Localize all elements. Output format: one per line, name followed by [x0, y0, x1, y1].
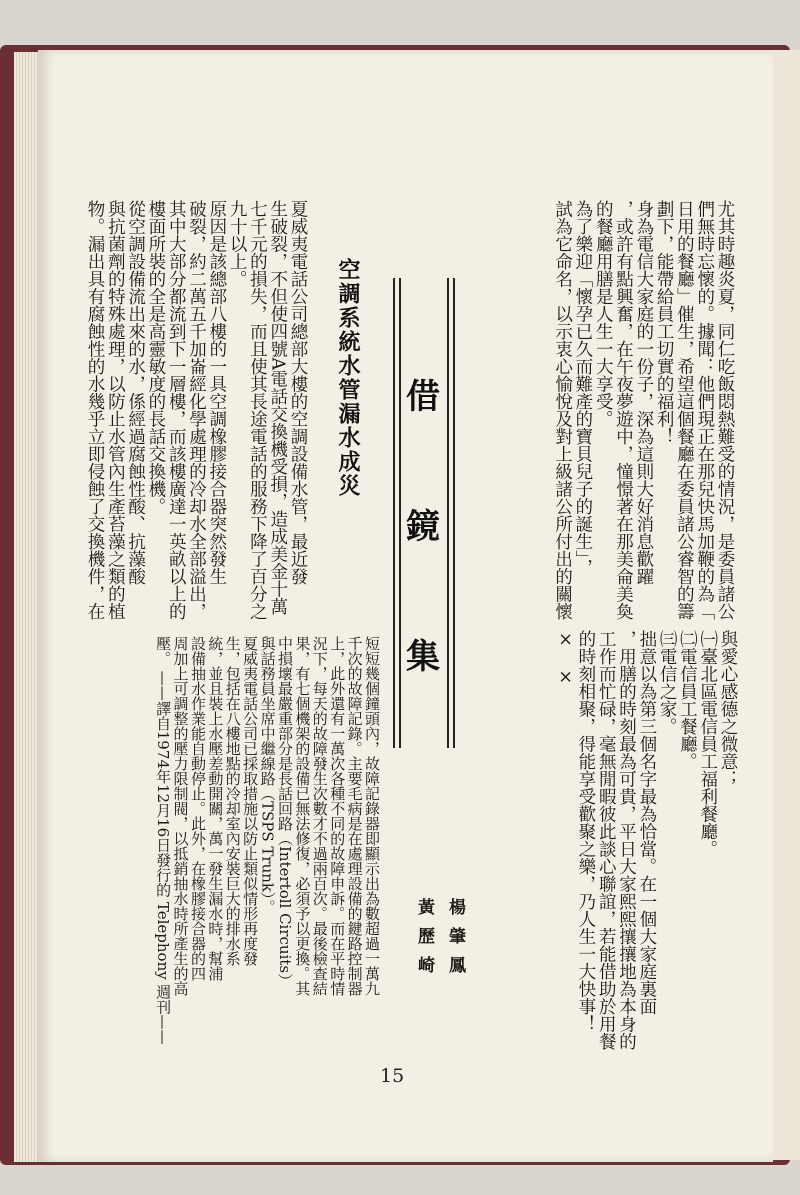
essay-bottom-text: 與愛心感德之微意； ㈠臺北區電信員工福利餐廳。 ㈡電信員工餐廳。 ㈢電信之家。 拙意以為第三個名字最為恰當。在一個大家庭裏面 ，用膳的時刻最為可貴，平日大家熙熙攘攘地為本身的 工作而忙碌，毫無閒暇彼此談心聯誼，若能借助於用餐 的時刻相聚，得能享受歡聚之樂，乃人生一大快事！ × ×: [555, 630, 738, 1050]
article-headline: 空調系統水管漏水成災: [335, 258, 361, 498]
title-char-2: 鏡: [403, 493, 443, 554]
column-title-box: [393, 278, 455, 748]
author-huang: 黃歷崎: [414, 898, 434, 985]
author-yang: 楊肇鳳: [445, 898, 465, 985]
article-top-text: 夏威夷電話公司總部大樓的空調設備水管，最近發 生破裂，不但使四號A電話交換機受損，造成美金十萬 七千元的損失，而且使其長途電話的服務下降了百分之 九十以上。 原因是該總部八樓的一具空調橡膠接合器突然發生 破裂，約二萬五千加崙經化學處理的冷却水全部溢出， 其中大部分都流到下一層樓，而該樓廣達一英畝以上的 樓面所裝的全是高靈敏度的長話交換機。 從空調設備流出來的水，係經過腐蝕性酸、抗藻酸 與抗菌劑的特殊處理，以防止水管內生產苔藻之類的植 物。漏出具有腐蝕性的水幾乎立即侵蝕了交換機件，在: [85, 200, 308, 620]
article-top-block: [78, 200, 308, 620]
article-bottom-block: [80, 636, 380, 1056]
next-page-edge: [772, 50, 800, 1160]
page-number: 15: [380, 1065, 405, 1087]
essay-bottom-block: [508, 630, 738, 1060]
essay-top-block: [505, 200, 735, 620]
title-char-3: 集: [403, 623, 443, 684]
article-bottom-text: 短短幾個鐘頭內，故障記錄器即顯示出為數超過一萬九 千次的故障記錄。主要毛病是在處理設備的鍵路控制器 上，此外還有一萬次各種不同的故障申訴。而在平時情 況下，每天的故障發生次數才不過兩百次。最後檢查結 果，有七個機架的設備已無法修復，必須予以更換。其 中損壞最嚴重部分是長話回路（Intertoll Circuits） 與話務員坐席中繼線路（TSPS Trunk）。 夏威夷電話公司已採取措施以防止類似情形再度發 生，包括在八樓地點的冷却室內安裝巨大的排水系 統，並且裝上水壓差動開關，萬一發生漏水時，幫浦 設備抽水作業能自動停止。此外，在橡膠接合器的四 周加上可調整的壓力限制閥，以抵銷抽水時所產生的高 壓。 ——譯自1974年12月16日發行的 Telephony 週刊——: [154, 636, 381, 1045]
essay-top-text: 尤其時趣炎夏，同仁吃飯悶熱難受的情況，是委員諸公 們無時忘懷的。據聞：他們現正在那兒快馬加鞭的為「 日用的餐廳」催生，希望這個餐廳在委員諸公睿智的籌 劃下，能帶給員工切實的福利！ 身為電信大家庭的一份子，深為這則大好消息歡躍 ，或許有點興奮，在午夜夢遊中，憧憬著在那美侖美奐 的餐廳用膳是人生一大享受。 為了樂迎「懷孕已久而難產的寶貝兒子的誕生」， 試為它命名，以示衷心愉悅及對上級諸公所付出的關懷: [552, 200, 735, 620]
title-char-1: 借: [403, 363, 443, 424]
